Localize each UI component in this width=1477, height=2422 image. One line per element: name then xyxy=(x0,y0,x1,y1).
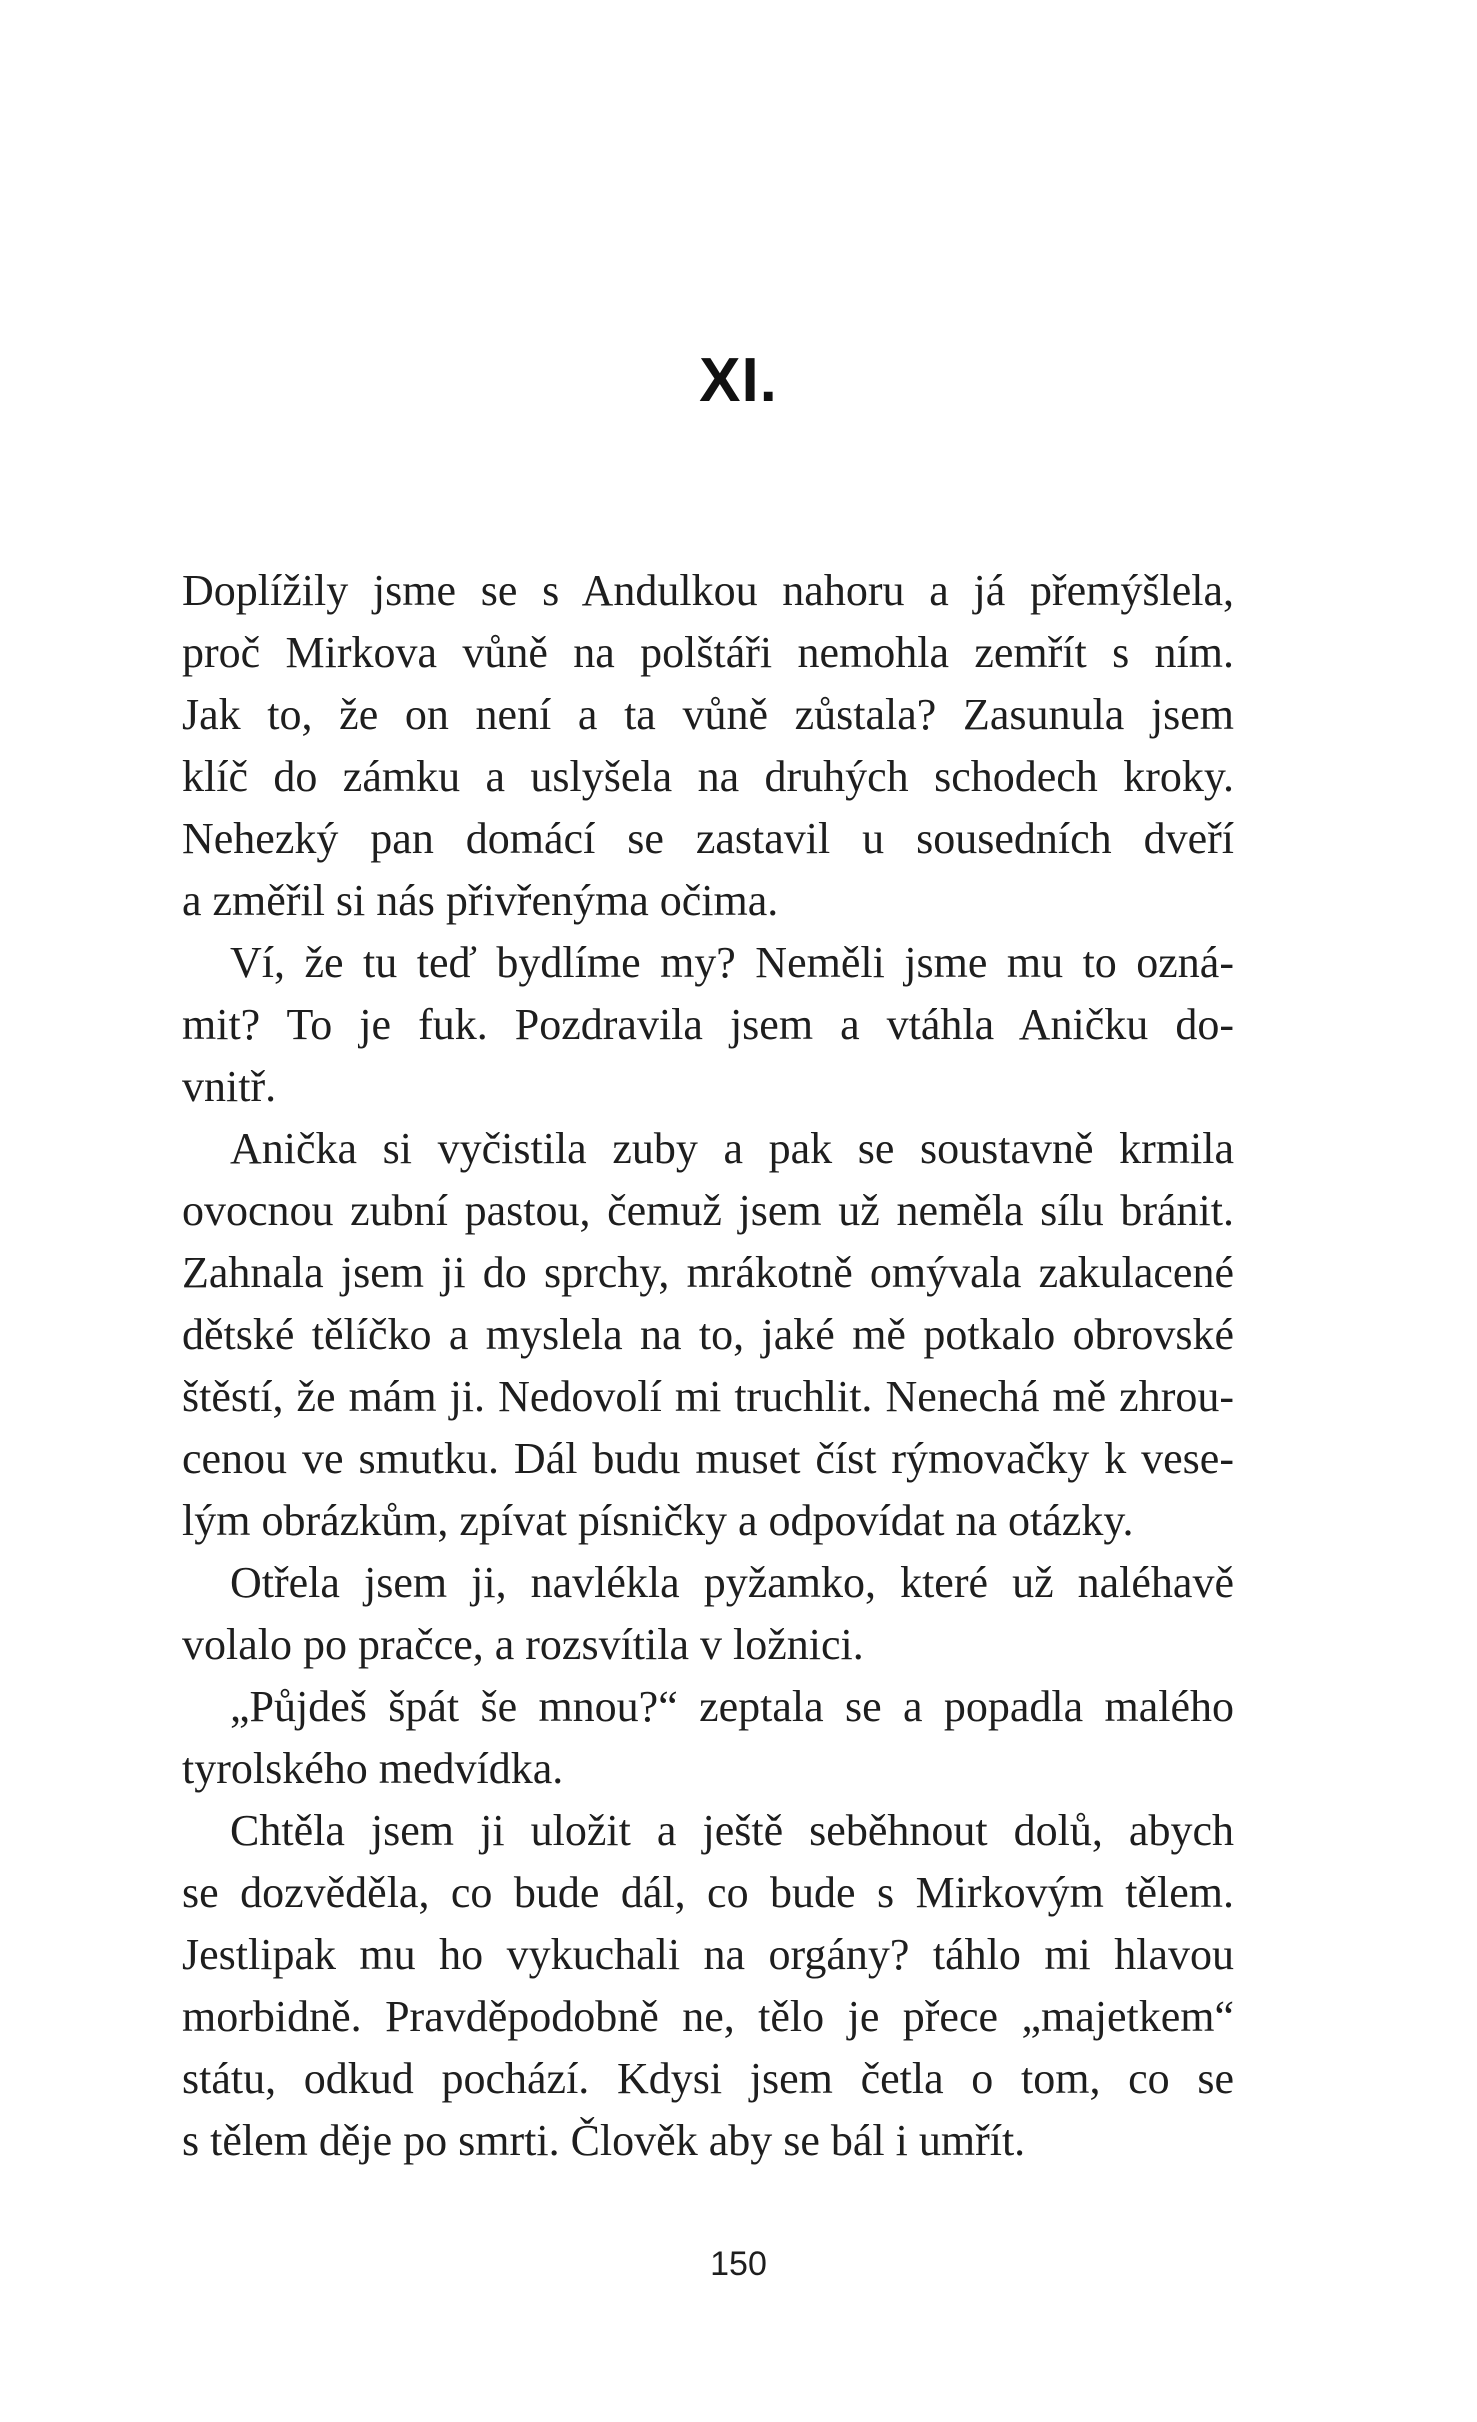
text-line: volalo po pračce, a rozsvítila v ložnici. xyxy=(182,1620,864,1669)
chapter-title: XI. xyxy=(699,346,778,415)
text-line: Ví, že tu teď bydlíme my? Neměli jsme mu to ozná- xyxy=(230,938,1234,987)
text-line: dětské tělíčko a myslela na to, jaké mě potkalo obrovské xyxy=(182,1310,1234,1359)
text-line: tyrolského medvídka. xyxy=(182,1744,564,1793)
text-line: mit? To je fuk. Pozdravila jsem a vtáhla Aničku do- xyxy=(182,1000,1234,1049)
text-line: štěstí, že mám ji. Nedovolí mi truchlit. Nenechá mě zhrou- xyxy=(182,1372,1234,1421)
text-line: Zahnala jsem ji do sprchy, mrákotně omývala zakulacené xyxy=(182,1248,1234,1297)
text-line: klíč do zámku a uslyšela na druhých schodech kroky. xyxy=(182,752,1234,801)
text-line: „Půjdeš špát še mnou?“ zeptala se a popadla malého xyxy=(230,1682,1234,1731)
text-line: Otřela jsem ji, navlékla pyžamko, které už naléhavě xyxy=(230,1558,1234,1607)
body-text xyxy=(182,560,1234,2172)
text-line: vnitř. xyxy=(182,1062,277,1111)
text-line: Doplížily jsme se s Andulkou nahoru a já přemýšlela, xyxy=(182,566,1234,615)
text-line: Jak to, že on není a ta vůně zůstala? Zasunula jsem xyxy=(182,690,1234,739)
text-line: proč Mirkova vůně na polštáři nemohla zemřít s ním. xyxy=(182,628,1234,677)
text-line: Anička si vyčistila zuby a pak se soustavně krmila xyxy=(230,1124,1234,1173)
text-line: cenou ve smutku. Dál budu muset číst rýmovačky k vese- xyxy=(182,1434,1234,1483)
text-line: a změřil si nás přivřenýma očima. xyxy=(182,876,779,925)
text-line: státu, odkud pochází. Kdysi jsem četla o tom, co se xyxy=(182,2054,1234,2103)
text-line: morbidně. Pravděpodobně ne, tělo je přece „majetkem“ xyxy=(182,1992,1234,2041)
text-line: Chtěla jsem ji uložit a ještě seběhnout dolů, abych xyxy=(230,1806,1234,1855)
text-line: Nehezký pan domácí se zastavil u sousedních dveří xyxy=(182,814,1234,863)
page-number: 150 xyxy=(710,2245,767,2283)
text-line: ovocnou zubní pastou, čemuž jsem už neměla sílu bránit. xyxy=(182,1186,1234,1235)
text-line: lým obrázkům, zpívat písničky a odpovídat na otázky. xyxy=(182,1496,1134,1545)
text-line: s tělem děje po smrti. Člověk aby se bál i umřít. xyxy=(182,2116,1026,2165)
text-line: Jestlipak mu ho vykuchali na orgány? táhlo mi hlavou xyxy=(182,1930,1234,1979)
text-line: se dozvěděla, co bude dál, co bude s Mirkovým tělem. xyxy=(182,1868,1234,1917)
